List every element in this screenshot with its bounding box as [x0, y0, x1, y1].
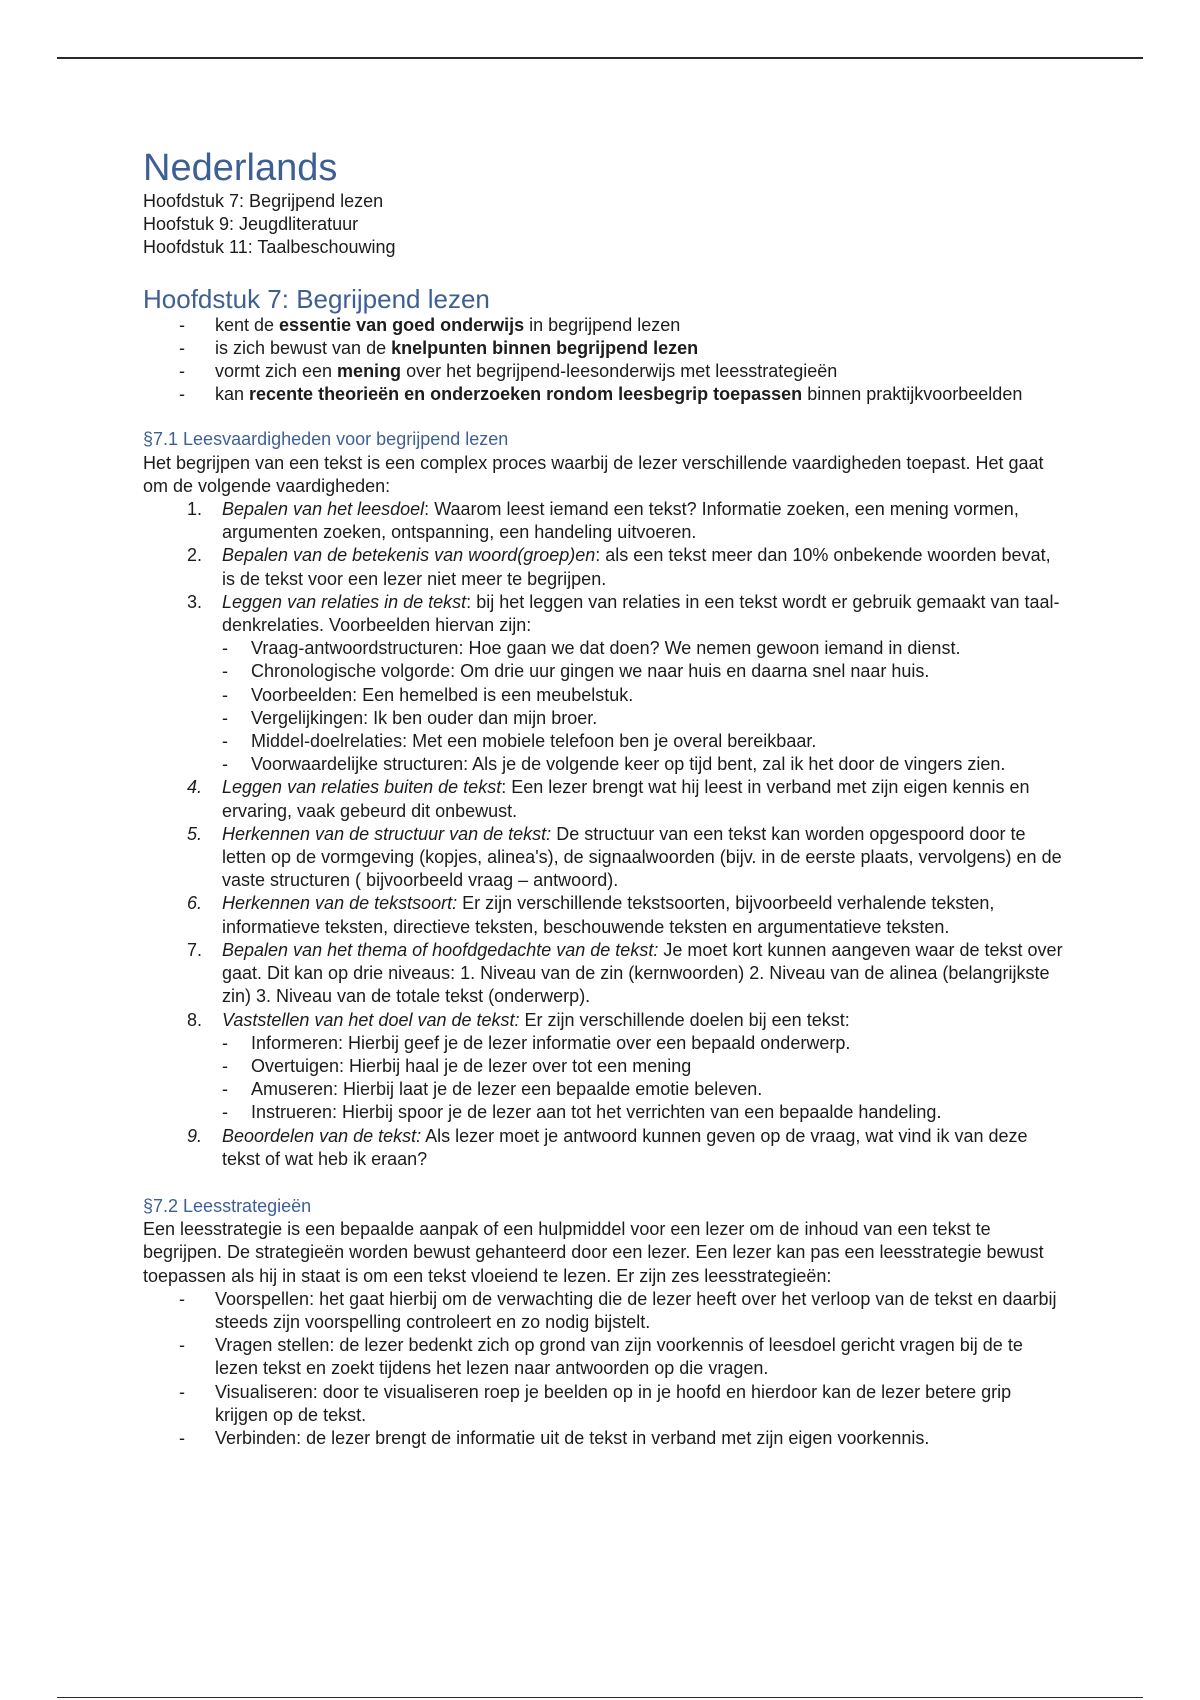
skill-separator: : — [595, 545, 601, 566]
toc-line: Hoofdstuk 7: Begrijpend lezen — [143, 191, 384, 211]
list-item: - Verbinden: de lezer brengt de informatie uit de tekst in verband met zijn eigen voorkennis. — [215, 1427, 1068, 1450]
skill-separator: : — [466, 591, 472, 612]
header-rule — [57, 57, 1143, 59]
skill-term: Bepalen van het leesdoel — [222, 499, 425, 520]
list-item: - Middel-doelrelaties: Met een mobiele telefoon ben je overal bereikbaar. — [251, 730, 1068, 753]
skill-item — [187, 544, 1068, 590]
list-item: - Vergelijkingen: Ik ben ouder dan mijn broer. — [251, 707, 1068, 730]
learning-goals-list — [143, 314, 1068, 407]
skill-text: Als lezer moet je antwoord kunnen geven op de vraag, wat vind ik van deze tekst of wat heb ik eraan? — [222, 1125, 1028, 1169]
list-item: - Voorbeelden: Een hemelbed is een meubelstuk. — [251, 684, 1068, 707]
goal-text: is zich bewust van de — [215, 337, 392, 358]
list-item: - Vraag-antwoordstructuren: Hoe gaan we dat doen? We nemen gewoon iemand in dienst. — [251, 637, 1068, 660]
toc-line: Hoofstuk 9: Jeugdliteratuur — [143, 214, 359, 235]
skill-term: Vaststellen van het doel van de tekst: — [222, 1009, 520, 1030]
skill-term: Leggen van relaties in de tekst — [222, 591, 467, 612]
list-item: - Chronologische volgorde: Om drie uur gingen we naar huis en daarna snel naar huis. — [251, 660, 1068, 683]
section-7-2-heading: §7.2 Leesstrategieën — [143, 1195, 312, 1216]
goal-emphasis: mening — [337, 361, 402, 382]
skill-number: 4. — [187, 777, 203, 798]
section-7-1-intro: Het begrijpen van een tekst is een complex proces waarbij de lezer verschillende vaardigheden toepast. Het gaat om de volgende vaardigheden: — [143, 452, 1044, 496]
skill-text: Een lezer brengt wat hij leest in verband met zijn eigen kennis en ervaring, vaak gebeurd dit onbewust. — [222, 777, 1030, 821]
skill-item — [187, 591, 1068, 777]
list-item — [215, 337, 1068, 360]
list-item: - Visualiseren: door te visualiseren roep je beelden op in je hoofd en hierdoor kan de lezer betere grip krijgen op de tekst. — [215, 1381, 1068, 1427]
skill-text: De structuur van een tekst kan worden opgespoord door te letten op de vormgeving (kopjes, alinea's), de signaalwoorden (bijv. in de eerste plaats, vervolgens) en de vaste structuren ( bijvoorbeeld vraag – antwoord). — [222, 823, 1062, 891]
skill-separator: : — [501, 777, 507, 798]
chapter-7-heading: Hoofdstuk 7: Begrijpend lezen — [143, 283, 490, 314]
skill-text: als een tekst meer dan 10% onbekende woorden bevat, is de tekst voor een lezer niet meer te begrijpen. — [222, 545, 1051, 589]
skill-number: 2. — [187, 545, 203, 566]
skill-number: 6. — [187, 893, 203, 914]
skill-number: 9. — [187, 1125, 203, 1146]
goal-text: kent de — [215, 314, 280, 335]
reading-skills-list — [143, 498, 1068, 1171]
document-title: Nederlands — [143, 147, 338, 189]
skill-text: Waarom leest iemand een tekst? Informatie zoeken, een mening vormen, argumenten zoeken, ontspanning, een handeling uitvoeren. — [222, 499, 1019, 543]
skill-term: Beoordelen van de tekst: — [222, 1125, 422, 1146]
list-item: - Vragen stellen: de lezer bedenkt zich op grond van zijn voorkennis of leesdoel gericht vragen bij de te lezen tekst en zoekt tijdens het lezen naar antwoorden op die vragen. — [215, 1334, 1068, 1380]
skill-item — [187, 1009, 1068, 1125]
goal-emphasis: knelpunten binnen begrijpend lezen — [391, 337, 699, 358]
list-item — [215, 383, 1068, 406]
skill-number: 1. — [187, 499, 203, 520]
goal-text: binnen praktijkvoorbeelden — [802, 384, 1023, 405]
section-7-1-heading: §7.1 Leesvaardigheden voor begrijpend lezen — [143, 429, 509, 450]
reading-strategies-list — [143, 1288, 1068, 1450]
section-7-2-intro: Een leesstrategie is een bepaalde aanpak of een hulpmiddel voor een lezer om de inhoud van een tekst te begrijpen. De strategieën worden bewust gehanteerd door een lezer. Een lezer kan pas een leesstrategie bewust toepassen als hij in staat is om een tekst vloeiend te lezen. Er zijn zes leesstrategieën: — [143, 1219, 1044, 1286]
list-item: - Informeren: Hierbij geef je de lezer informatie over een bepaald onderwerp. — [251, 1032, 1068, 1055]
table-of-contents — [143, 190, 1068, 260]
skill-separator: : — [424, 499, 430, 520]
skill-number: 5. — [187, 823, 203, 844]
skill-text: bij het leggen van relaties in een tekst wordt er gebruik gemaakt van taal-denkrelaties. Voorbeelden hiervan zijn: — [222, 591, 1060, 636]
list-item: - Instrueren: Hierbij spoor je de lezer aan tot het verrichten van een bepaalde handeling. — [251, 1101, 1068, 1124]
toc-line: Hoofdstuk 11: Taalbeschouwing — [143, 237, 396, 258]
skill-term: Leggen van relaties buiten de tekst — [222, 777, 502, 798]
goal-text: vormt zich een — [215, 361, 338, 382]
skill-item — [187, 892, 1068, 938]
footer-rule — [57, 1697, 1143, 1698]
goal-emphasis: essentie van goed onderwijs — [279, 314, 525, 335]
list-item: - Voorspellen: het gaat hierbij om de verwachting die de lezer heeft over het verloop van de tekst en daarbij steeds zijn voorspelling controleert en zo nodig bijstelt. — [215, 1288, 1068, 1334]
list-item: - Amuseren: Hierbij laat je de lezer een bepaalde emotie beleven. — [251, 1078, 1068, 1101]
skill-term: Herkennen van de structuur van de tekst: — [222, 823, 552, 844]
skill-item — [187, 939, 1068, 1009]
relation-examples-list — [222, 637, 1068, 776]
goal-text: over het begrijpend-leesonderwijs met leesstrategieën — [401, 361, 838, 382]
skill-term: Bepalen van het thema of hoofdgedachte van de tekst: — [222, 939, 659, 960]
skill-item — [187, 823, 1068, 893]
skill-term: Herkennen van de tekstsoort: — [222, 893, 458, 914]
skill-term: Bepalen van de betekenis van woord(groep)en — [222, 545, 596, 566]
skill-text: Er zijn verschillende tekstsoorten, bijvoorbeeld verhalende teksten, informatieve teksten, directieve teksten, beschouwende teksten en argumentatieve teksten. — [222, 893, 995, 937]
list-item — [215, 360, 1068, 383]
skill-number: 7. — [187, 939, 203, 960]
text-goals-list — [222, 1032, 1068, 1125]
list-item: - Overtuigen: Hierbij haal je de lezer over tot een mening — [251, 1055, 1068, 1078]
goal-text: kan — [215, 384, 250, 405]
list-item: - Voorwaardelijke structuren: Als je de volgende keer op tijd bent, zal ik het door de vingers zien. — [251, 753, 1068, 776]
skill-text: Je moet kort kunnen aangeven waar de tekst over gaat. Dit kan op drie niveaus: 1. Niveau van de zin (kernwoorden) 2. Niveau van de alinea (belangrijkste zin) 3. Niveau van de totale tekst (onderwerp). — [222, 939, 1063, 1007]
skill-item — [187, 776, 1068, 822]
skill-text: Er zijn verschillende doelen bij een tekst: — [519, 1009, 850, 1030]
skill-item — [187, 1125, 1068, 1171]
skill-number: 3. — [187, 591, 203, 612]
skill-number: 8. — [187, 1009, 203, 1030]
skill-item — [187, 498, 1068, 544]
goal-text: in begrijpend lezen — [524, 314, 681, 335]
goal-emphasis: recente theorieën en onderzoeken rondom leesbegrip toepassen — [249, 384, 803, 405]
list-item — [215, 314, 1068, 337]
document-page — [143, 146, 1068, 1450]
